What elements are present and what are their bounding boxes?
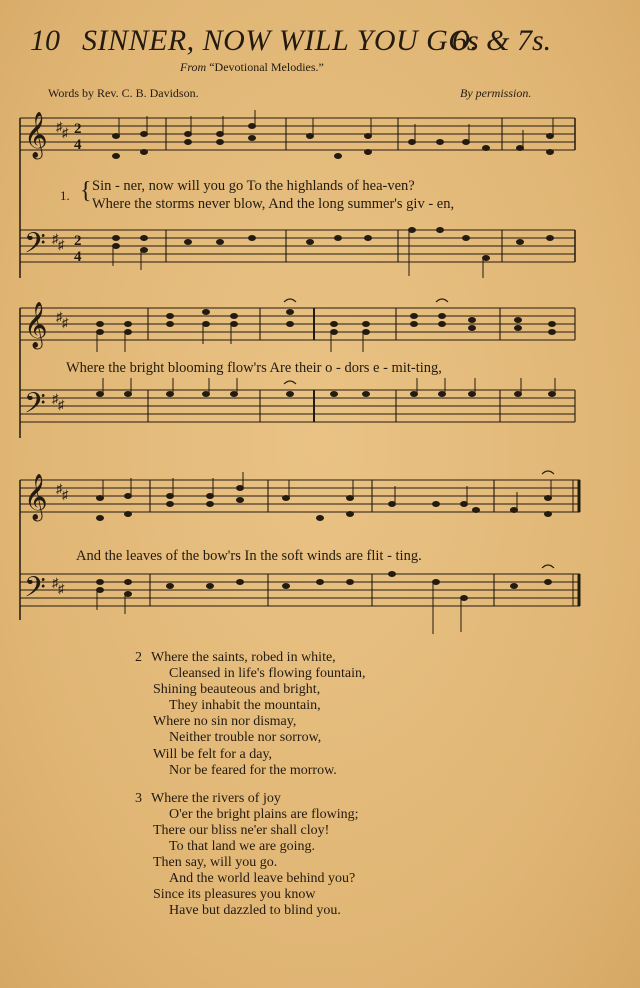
svg-text:♯: ♯: [56, 481, 63, 496]
stanza-2: [135, 650, 555, 779]
lyric-line: Sin - ner, now will you go To the highlands of hea-ven?: [92, 178, 415, 194]
stanza-line: To that land we are going.: [169, 839, 315, 855]
stanza-line: And the world leave behind you?: [169, 871, 356, 887]
svg-text:♯: ♯: [56, 309, 63, 324]
stanza-line: Shining beauteous and bright,: [153, 682, 321, 698]
svg-text:♯: ♯: [58, 397, 65, 412]
svg-text:𝄞: 𝄞: [24, 302, 48, 348]
svg-text:♯: ♯: [62, 125, 69, 140]
words-credit: Words by Rev. C. B. Davidson.: [48, 86, 199, 100]
svg-text:𝄢: 𝄢: [24, 571, 46, 611]
svg-text:♯: ♯: [58, 581, 65, 596]
page-number: 10: [30, 24, 60, 57]
source-credit: [180, 60, 324, 75]
lyric-line: And the leaves of the bow'rs In the soft winds are flit - ting.: [76, 548, 422, 564]
stanza-line: Cleansed in life's flowing fountain,: [169, 666, 366, 682]
source-name: “Devotional Melodies.”: [209, 60, 324, 74]
svg-text:4: 4: [74, 249, 82, 265]
hymn-title: SINNER, NOW WILL YOU GO.: [82, 24, 479, 57]
stanza-line: Where the rivers of joy: [151, 790, 281, 806]
stanza-line: Then say, will you go.: [153, 855, 278, 871]
lyric-line: Where the bright blooming flow'rs Are their o - dors e - mit-ting,: [66, 360, 442, 376]
stanza-line: There our bliss ne'er shall cloy!: [153, 822, 330, 838]
svg-text:♯: ♯: [52, 231, 59, 246]
meter-label: 6s & 7s.: [452, 24, 552, 57]
lyric-line: Where the storms never blow, And the long summer's giv - en,: [92, 196, 455, 212]
permission-note: By permission.: [460, 86, 532, 100]
music-staff-graphic: [20, 298, 585, 458]
svg-text:2: 2: [74, 233, 82, 249]
music-system-3: [20, 470, 585, 640]
stanza-number: 3: [135, 790, 142, 806]
svg-text:𝄢: 𝄢: [24, 227, 46, 267]
verse-number: 1.: [60, 188, 70, 203]
stanza-line: Since its pleasures you know: [153, 887, 316, 903]
music-system-2: [20, 298, 585, 458]
svg-text:4: 4: [74, 137, 82, 153]
svg-text:♯: ♯: [56, 119, 63, 134]
page-header: [30, 20, 610, 60]
stanza-line: Will be felt for a day,: [153, 746, 273, 762]
stanza-line: Neither trouble nor sorrow,: [169, 730, 322, 746]
stanza-line: Have but dazzled to blind you.: [169, 903, 341, 919]
svg-text:𝄢: 𝄢: [24, 387, 46, 427]
svg-text:♯: ♯: [62, 487, 69, 502]
stanza-line: Where no sin nor dismay,: [153, 714, 297, 730]
additional-stanzas: [135, 650, 555, 932]
svg-text:2: 2: [74, 121, 82, 137]
stanza-line: They inhabit the mountain,: [169, 698, 321, 714]
svg-text:♯: ♯: [52, 391, 59, 406]
svg-text:𝄞: 𝄞: [24, 112, 48, 158]
verse-brace: {: [80, 178, 92, 204]
stanza-line: Where the saints, robed in white,: [151, 650, 336, 665]
stanza-3: [135, 791, 555, 920]
svg-text:𝄞: 𝄞: [24, 474, 48, 520]
svg-text:♯: ♯: [58, 237, 65, 252]
stanza-line: O'er the bright plains are flowing;: [169, 806, 359, 822]
source-prefix: From: [180, 60, 207, 74]
svg-text:♯: ♯: [62, 315, 69, 330]
stanza-number: 2: [135, 650, 142, 665]
svg-text:♯: ♯: [52, 575, 59, 590]
music-system-1: [20, 108, 585, 288]
stanza-line: Nor be feared for the morrow.: [169, 762, 337, 778]
